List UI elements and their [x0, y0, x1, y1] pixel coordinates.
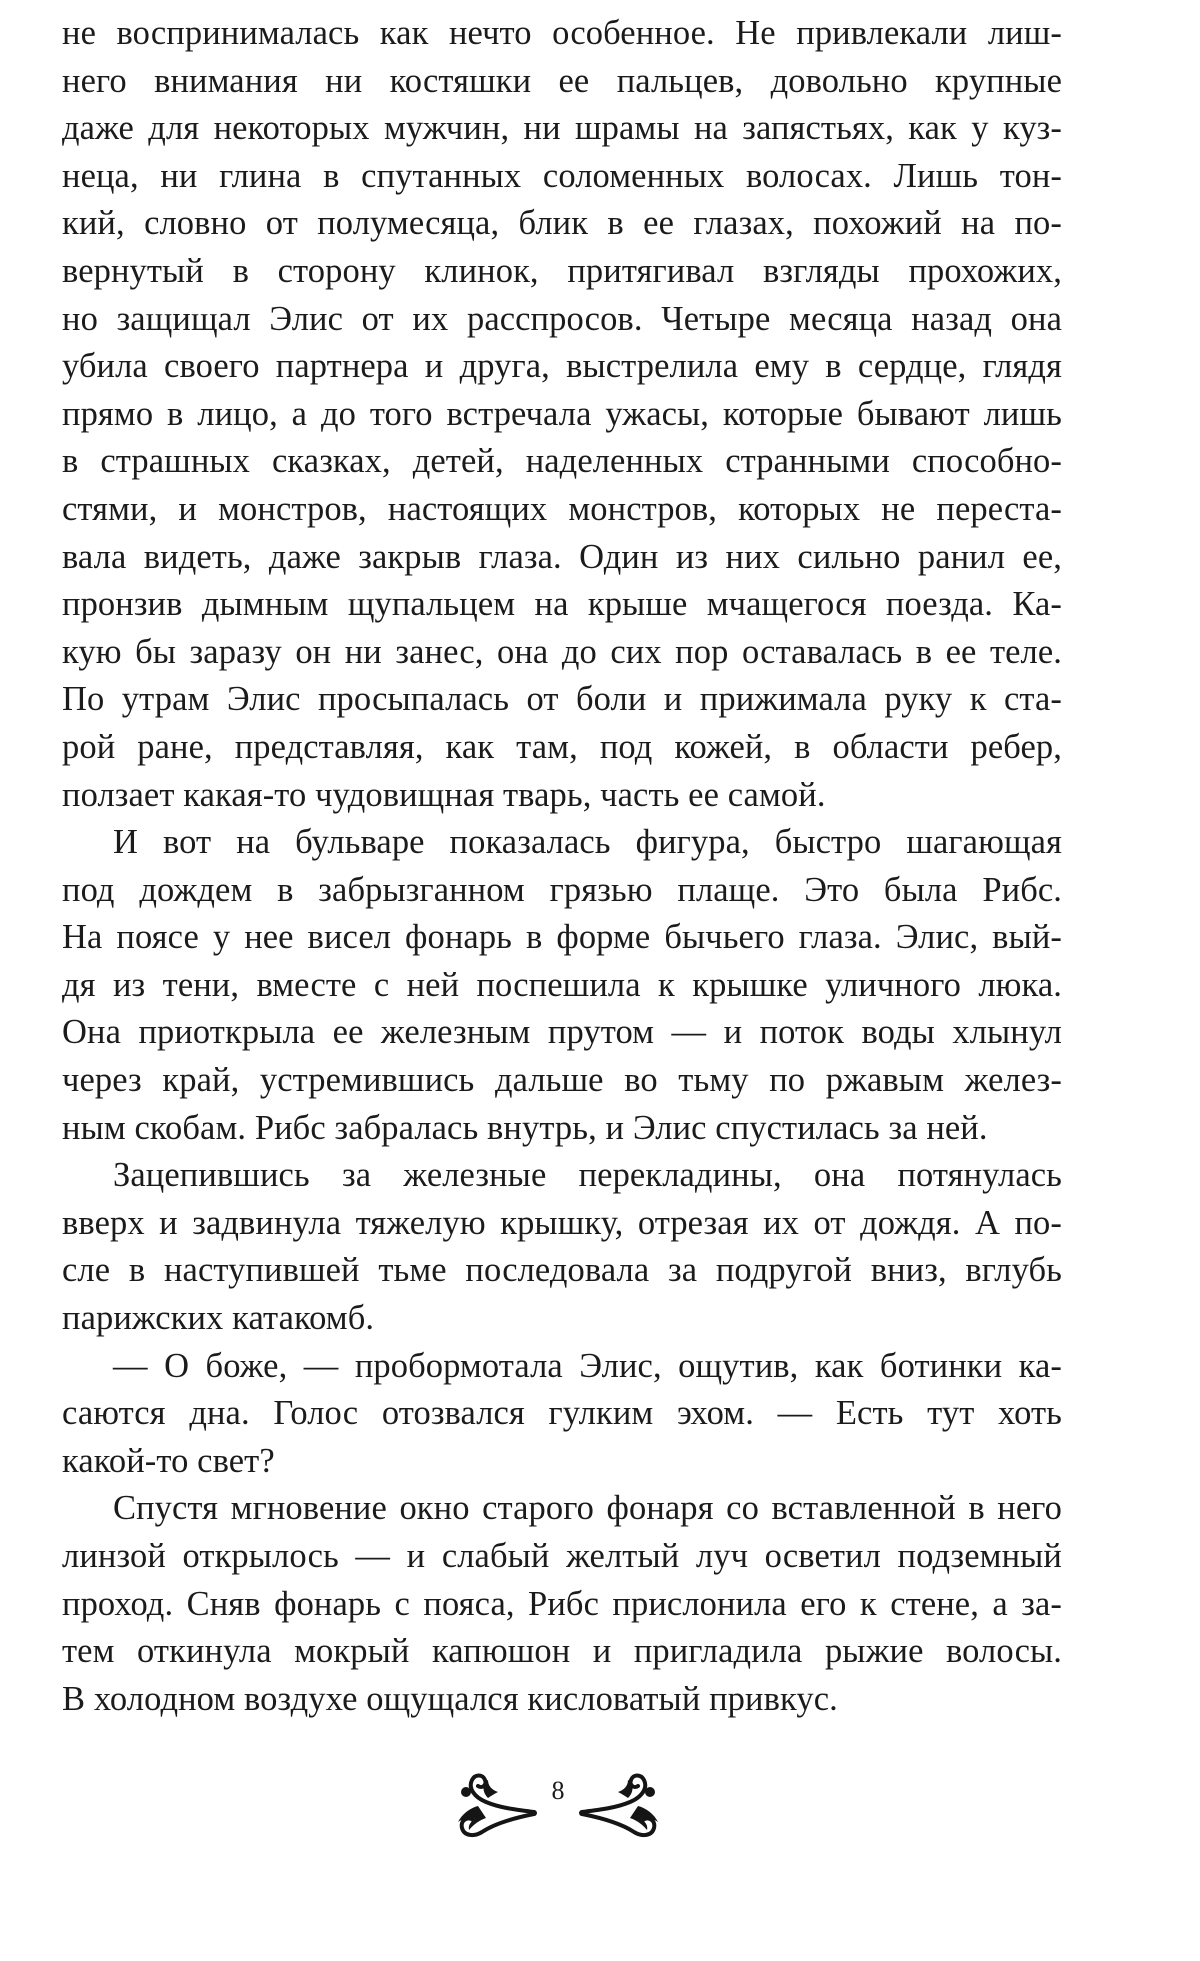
- text-line: в страшных сказках, детей, наделенных странными способно-: [62, 442, 1062, 481]
- text-line: дя из тени, вместе с ней поспешила к крышке уличного люка.: [62, 965, 1062, 1004]
- text-line: но защищал Элис от их расспросов. Четыре месяца назад она: [62, 299, 1062, 338]
- text-line: рой ране, представляя, как там, под кожей, в области ребер,: [62, 727, 1062, 766]
- text-line: И вот на бульваре показалась фигура, быстро шагающая: [113, 823, 1062, 862]
- text-line: Она приоткрыла ее железным прутом — и поток воды хлынул: [62, 1013, 1062, 1052]
- text-line: Спустя мгновение окно старого фонаря со вставленной в него: [113, 1489, 1062, 1528]
- text-line: не воспринималась как нечто особенное. Не привлекали лиш-: [62, 14, 1062, 52]
- text-line: через край, устремившись дальше во тьму по ржавым желез-: [62, 1061, 1062, 1100]
- page-number: 8: [551, 1776, 565, 1805]
- text-line: кую бы заразу он ни занес, она до сих пор оставалась в ее теле.: [62, 632, 1062, 671]
- text-line: даже для некоторых мужчин, ни шрамы на запястьях, как у куз-: [62, 109, 1062, 148]
- text-line: проход. Сняв фонарь с пояса, Рибс прислонила его к стене, а за-: [62, 1584, 1062, 1623]
- text-line: В холодном воздухе ощущался кисловатый привкус.: [62, 1679, 838, 1718]
- text-line: под дождем в забрызганном грязью плаще. Это была Рибс.: [62, 870, 1062, 909]
- body-text: [62, 10, 1062, 1723]
- text-line: тем откинула мокрый капюшон и пригладила рыжие волосы.: [62, 1632, 1062, 1671]
- text-line: какой-то свет?: [62, 1441, 275, 1480]
- text-line: неца, ни глина в спутанных соломенных волосах. Лишь тон-: [62, 156, 1062, 195]
- text-line: прямо в лицо, а до того встречала ужасы, которые бывают лишь: [62, 394, 1062, 433]
- text-line: На поясе у нее висел фонарь в форме бычьего глаза. Элис, вый-: [62, 918, 1062, 957]
- page-footer: [448, 1762, 668, 1842]
- text-line: вала видеть, даже закрыв глаза. Один из них сильно ранил ее,: [62, 537, 1062, 576]
- text-line: вернутый в сторону клинок, притягивал взгляды прохожих,: [62, 251, 1062, 290]
- text-line: ным скобам. Рибс забралась внутрь, и Элис спустилась за ней.: [62, 1108, 988, 1147]
- text-line: парижских катакомб.: [62, 1299, 375, 1338]
- text-line: Зацепившись за железные перекладины, она потянулась: [113, 1156, 1062, 1195]
- text-line: кий, словно от полумесяца, блик в ее глазах, похожий на по-: [62, 204, 1062, 243]
- text-line: саются дна. Голос отозвался гулким эхом. — Есть тут хоть: [62, 1394, 1062, 1433]
- text-line: убила своего партнера и друга, выстрелила ему в сердце, глядя: [62, 347, 1062, 386]
- flourish-left-icon: [448, 1762, 540, 1842]
- text-line: стями, и монстров, настоящих монстров, которых не переста-: [62, 489, 1062, 528]
- text-line: линзой открылось — и слабый желтый луч осветил подземный: [62, 1537, 1062, 1575]
- flourish-right-icon: [576, 1762, 668, 1842]
- text-line: По утрам Элис просыпалась от боли и прижимала руку к ста-: [62, 680, 1062, 719]
- text-line: — О боже, — пробормотала Элис, ощутив, как ботинки ка-: [113, 1346, 1062, 1385]
- text-line: пронзив дымным щупальцем на крыше мчащегося поезда. Ка-: [62, 585, 1062, 624]
- text-line: вверх и задвинула тяжелую крышку, отрезая их от дождя. А по-: [62, 1203, 1062, 1242]
- text-line: него внимания ни костяшки ее пальцев, довольно крупные: [62, 61, 1062, 100]
- text-line: ползает какая-то чудовищная тварь, часть ее самой.: [62, 775, 826, 814]
- text-line: сле в наступившей тьме последовала за подругой вниз, вглубь: [62, 1251, 1062, 1290]
